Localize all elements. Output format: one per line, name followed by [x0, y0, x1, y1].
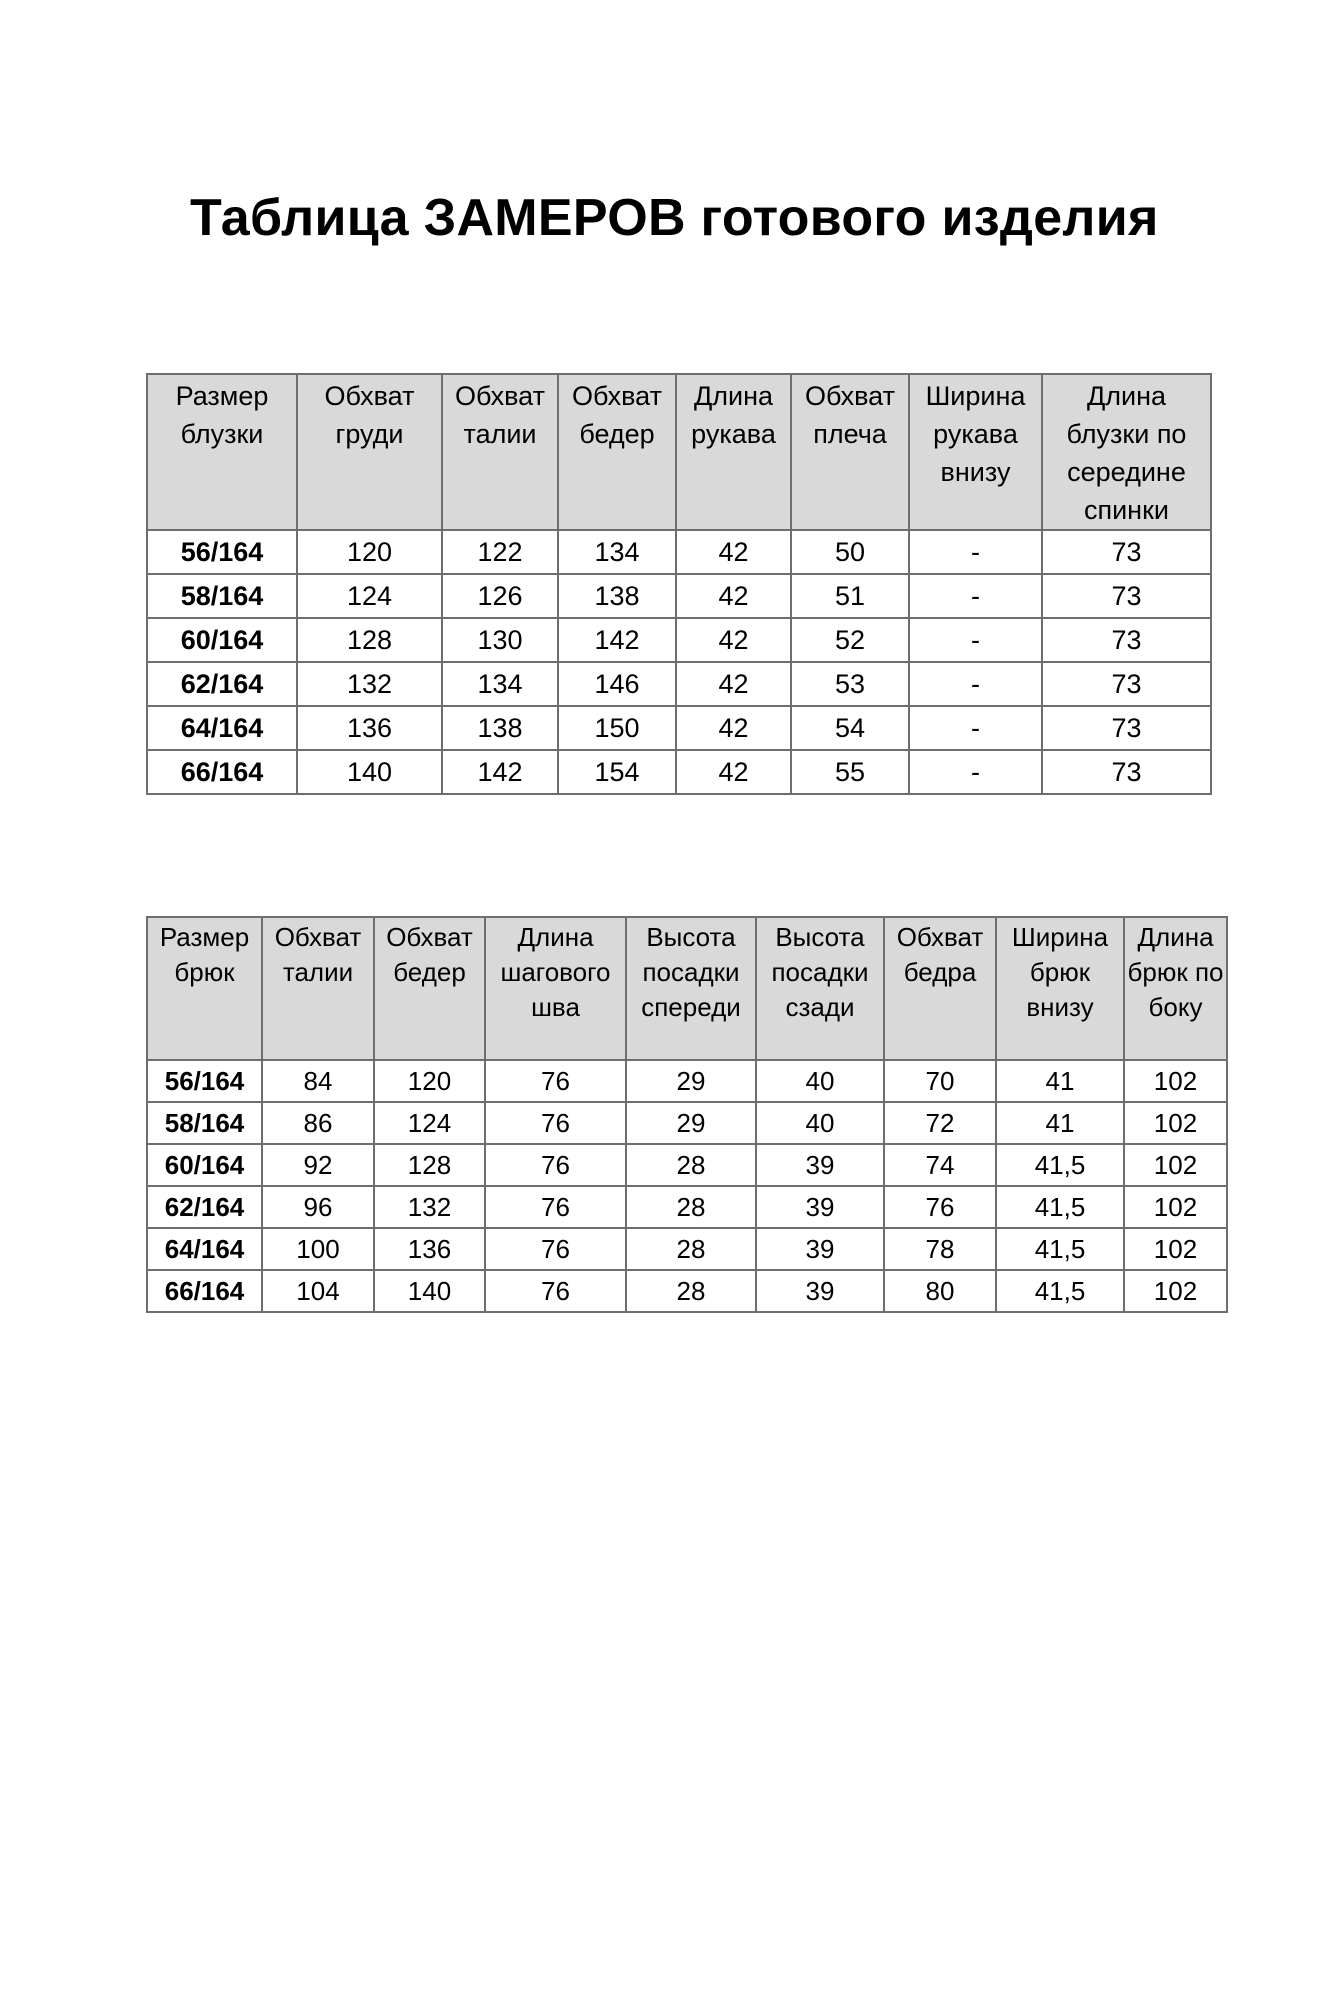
table-cell: 76	[485, 1186, 626, 1228]
table-cell: 29	[626, 1060, 756, 1102]
table-cell: 136	[297, 706, 442, 750]
table-row	[147, 662, 1211, 706]
table-cell: 41,5	[996, 1186, 1124, 1228]
header-sleeve-width: Ширина рукава внизу	[909, 374, 1042, 530]
table-row	[147, 1144, 1227, 1186]
table-cell: 42	[676, 574, 791, 618]
header-waist: Обхват талии	[442, 374, 558, 530]
table-cell: 120	[374, 1060, 485, 1102]
table-cell: 122	[442, 530, 558, 574]
table-row	[147, 1186, 1227, 1228]
table-row	[147, 1270, 1227, 1312]
table-cell: 28	[626, 1186, 756, 1228]
table-cell: 78	[884, 1228, 996, 1270]
table-cell: 102	[1124, 1228, 1227, 1270]
size-cell: 58/164	[147, 574, 297, 618]
table-cell: 80	[884, 1270, 996, 1312]
table-cell: -	[909, 618, 1042, 662]
table-cell: 40	[756, 1060, 884, 1102]
header-blouse-length: Длина блузки по середине спинки	[1042, 374, 1211, 530]
header-size: Размер брюк	[147, 917, 262, 1060]
table-cell: 96	[262, 1186, 374, 1228]
header-inseam: Длина шагового шва	[485, 917, 626, 1060]
table-cell: 102	[1124, 1060, 1227, 1102]
table-cell: 70	[884, 1060, 996, 1102]
table-cell: 76	[485, 1060, 626, 1102]
table-cell: 42	[676, 530, 791, 574]
table-row	[147, 574, 1211, 618]
table-cell: 42	[676, 618, 791, 662]
header-shoulder: Обхват плеча	[791, 374, 909, 530]
table-row	[147, 1228, 1227, 1270]
table-row	[147, 706, 1211, 750]
table-cell: 73	[1042, 574, 1211, 618]
table-cell: 73	[1042, 662, 1211, 706]
size-cell: 60/164	[147, 1144, 262, 1186]
table-cell: 76	[884, 1186, 996, 1228]
table-cell: 41,5	[996, 1270, 1124, 1312]
table-cell: 76	[485, 1102, 626, 1144]
header-chest: Обхват груди	[297, 374, 442, 530]
header-thigh: Обхват бедра	[884, 917, 996, 1060]
table-cell: 136	[374, 1228, 485, 1270]
table-row	[147, 1102, 1227, 1144]
table-cell: -	[909, 706, 1042, 750]
table-cell: 124	[374, 1102, 485, 1144]
header-hips: Обхват бедер	[374, 917, 485, 1060]
table-cell: 53	[791, 662, 909, 706]
table-cell: 40	[756, 1102, 884, 1144]
table-cell: 140	[374, 1270, 485, 1312]
table-cell: 132	[374, 1186, 485, 1228]
table-cell: -	[909, 530, 1042, 574]
header-front-rise: Высота посадки спереди	[626, 917, 756, 1060]
table-cell: 51	[791, 574, 909, 618]
table-cell: 138	[558, 574, 676, 618]
size-cell: 66/164	[147, 750, 297, 794]
table-cell: 132	[297, 662, 442, 706]
table-row	[147, 1060, 1227, 1102]
header-side-length: Длина брюк по боку	[1124, 917, 1227, 1060]
table-cell: 41,5	[996, 1144, 1124, 1186]
table-cell: 76	[485, 1144, 626, 1186]
table-row	[147, 530, 1211, 574]
trousers-measurements-table	[146, 916, 1228, 1313]
size-cell: 64/164	[147, 1228, 262, 1270]
table-cell: 142	[442, 750, 558, 794]
table-cell: 102	[1124, 1144, 1227, 1186]
table-cell: 39	[756, 1228, 884, 1270]
size-cell: 66/164	[147, 1270, 262, 1312]
header-hips: Обхват бедер	[558, 374, 676, 530]
table-cell: 128	[374, 1144, 485, 1186]
size-cell: 56/164	[147, 530, 297, 574]
table-cell: 104	[262, 1270, 374, 1312]
size-cell: 60/164	[147, 618, 297, 662]
table-cell: 41,5	[996, 1228, 1124, 1270]
table-cell: 42	[676, 662, 791, 706]
table-cell: 86	[262, 1102, 374, 1144]
header-back-rise: Высота посадки сзади	[756, 917, 884, 1060]
table-cell: 84	[262, 1060, 374, 1102]
table-cell: 50	[791, 530, 909, 574]
table-cell: 41	[996, 1060, 1124, 1102]
table-cell: 142	[558, 618, 676, 662]
table-cell: 28	[626, 1270, 756, 1312]
header-waist: Обхват талии	[262, 917, 374, 1060]
table-cell: 39	[756, 1144, 884, 1186]
table-cell: 102	[1124, 1102, 1227, 1144]
header-size: Размер блузки	[147, 374, 297, 530]
size-cell: 56/164	[147, 1060, 262, 1102]
size-cell: 62/164	[147, 1186, 262, 1228]
table-cell: 128	[297, 618, 442, 662]
size-cell: 64/164	[147, 706, 297, 750]
table-cell: 100	[262, 1228, 374, 1270]
table-cell: 28	[626, 1228, 756, 1270]
table-cell: 146	[558, 662, 676, 706]
table-cell: 73	[1042, 530, 1211, 574]
table-cell: 138	[442, 706, 558, 750]
table-cell: 39	[756, 1186, 884, 1228]
size-cell: 62/164	[147, 662, 297, 706]
table-cell: 39	[756, 1270, 884, 1312]
table-cell: -	[909, 574, 1042, 618]
table-cell: 76	[485, 1228, 626, 1270]
page-title: Таблица ЗАМЕРОВ готового изделия	[190, 189, 1159, 247]
table-cell: 72	[884, 1102, 996, 1144]
table-cell: 102	[1124, 1186, 1227, 1228]
table-cell: 74	[884, 1144, 996, 1186]
table-cell: 73	[1042, 750, 1211, 794]
table-cell: 140	[297, 750, 442, 794]
table-cell: 134	[442, 662, 558, 706]
table-cell: 102	[1124, 1270, 1227, 1312]
table-cell: 54	[791, 706, 909, 750]
table-cell: 52	[791, 618, 909, 662]
table-cell: 130	[442, 618, 558, 662]
table-cell: 42	[676, 750, 791, 794]
table-row	[147, 618, 1211, 662]
table-cell: 29	[626, 1102, 756, 1144]
table-cell: 73	[1042, 618, 1211, 662]
table-cell: -	[909, 662, 1042, 706]
table-cell: 76	[485, 1270, 626, 1312]
table-cell: 134	[558, 530, 676, 574]
table-cell: 41	[996, 1102, 1124, 1144]
table-header-row	[147, 374, 1211, 530]
table-cell: 120	[297, 530, 442, 574]
table-row	[147, 750, 1211, 794]
table-header-row	[147, 917, 1227, 1060]
blouse-measurements-table	[146, 373, 1212, 795]
size-cell: 58/164	[147, 1102, 262, 1144]
table-cell: 126	[442, 574, 558, 618]
table-cell: -	[909, 750, 1042, 794]
table-cell: 42	[676, 706, 791, 750]
table-cell: 73	[1042, 706, 1211, 750]
table-cell: 28	[626, 1144, 756, 1186]
table-cell: 55	[791, 750, 909, 794]
table-cell: 150	[558, 706, 676, 750]
header-sleeve-length: Длина рукава	[676, 374, 791, 530]
table-cell: 154	[558, 750, 676, 794]
table-cell: 92	[262, 1144, 374, 1186]
header-hem-width: Ширина брюк внизу	[996, 917, 1124, 1060]
table-cell: 124	[297, 574, 442, 618]
